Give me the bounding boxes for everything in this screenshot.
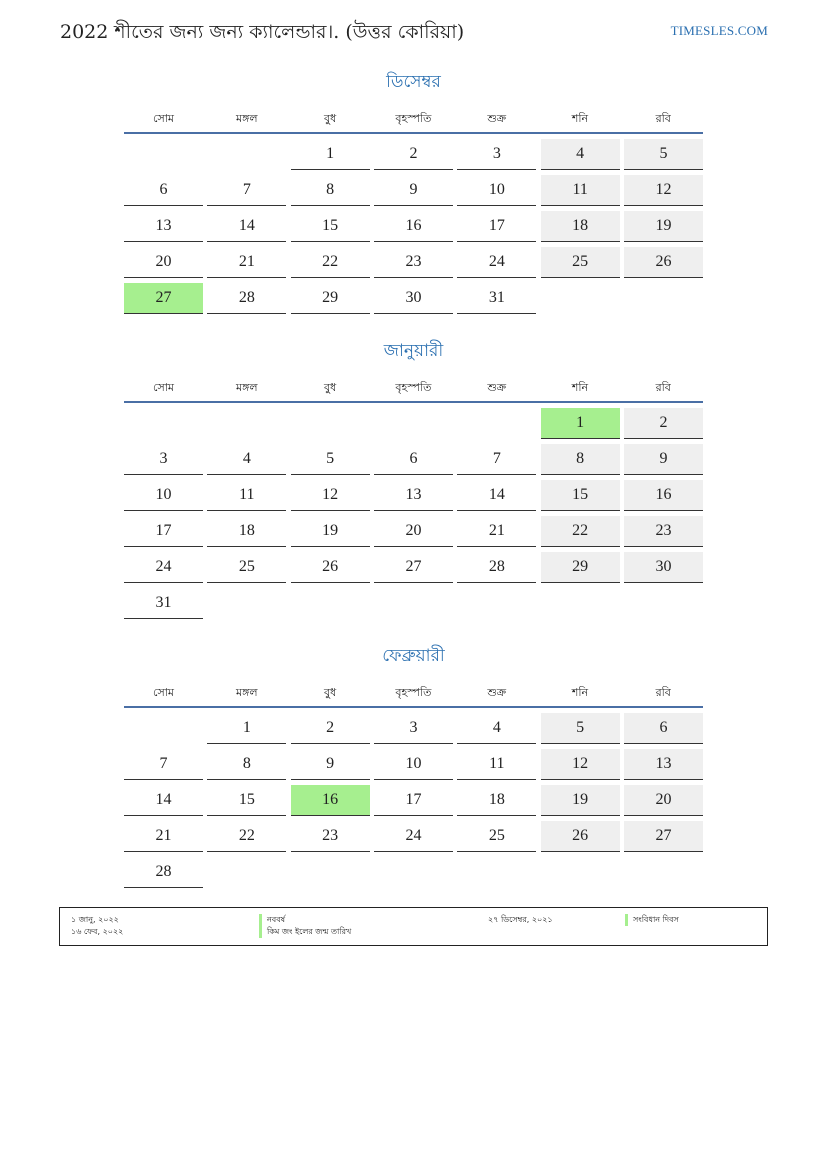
day-cell: 18: [541, 211, 620, 242]
day-cell: 12: [624, 175, 703, 206]
day-cell: 9: [374, 175, 453, 206]
day-cell: 16: [624, 480, 703, 511]
day-cell: 23: [374, 247, 453, 278]
legend-date: ১৬ ফেব, ২০২২: [71, 927, 124, 936]
month-title: ডিসেম্বর: [386, 72, 441, 92]
day-cell: 25: [541, 247, 620, 278]
weekday-label: বুধ: [323, 381, 337, 394]
weekday-header: [124, 110, 703, 132]
day-cell: 5: [541, 713, 620, 744]
day-cell: 4: [457, 713, 536, 744]
day-cell: 1: [207, 713, 286, 744]
day-cell: 3: [457, 139, 536, 170]
day-cell: 9: [624, 444, 703, 475]
day-cell: 1: [291, 139, 370, 170]
legend-holiday-name: সংবিধান দিবস: [625, 914, 679, 926]
header-divider: [124, 132, 703, 134]
site-link[interactable]: TIMESLES.COM: [670, 23, 768, 38]
day-cell: 25: [207, 552, 286, 583]
day-cell: 14: [124, 785, 203, 816]
weekday-label: শুক্র: [487, 686, 507, 699]
day-cell: 13: [624, 749, 703, 780]
empty-day-cell: [291, 408, 370, 438]
month-title: ফেব্রুয়ারী: [382, 646, 445, 666]
holiday-day-cell: 27: [124, 283, 203, 314]
day-cell: 20: [124, 247, 203, 278]
day-cell: 2: [374, 139, 453, 170]
header-divider: [124, 401, 703, 403]
day-cell: 28: [207, 283, 286, 314]
month-title: জানুয়ারী: [383, 341, 444, 361]
day-cell: 9: [291, 749, 370, 780]
weekday-label: শুক্র: [487, 112, 507, 125]
day-cell: 29: [291, 283, 370, 314]
day-cell: 22: [541, 516, 620, 547]
empty-day-cell: [207, 139, 286, 169]
day-cell: 28: [457, 552, 536, 583]
weekday-label: সোম: [152, 686, 175, 699]
day-cell: 3: [374, 713, 453, 744]
header-divider: [124, 706, 703, 708]
empty-day-cell: [207, 408, 286, 438]
legend-holiday-name: কিম জং ইলের জন্ম তারিখ: [259, 926, 351, 938]
day-cell: 22: [291, 247, 370, 278]
weekday-label: রবি: [655, 381, 671, 394]
month-january: [124, 339, 703, 619]
day-cell: 11: [541, 175, 620, 206]
day-cell: 23: [624, 516, 703, 547]
day-cell: 21: [124, 821, 203, 852]
month-february: [124, 644, 703, 888]
weekday-label: রবি: [655, 686, 671, 699]
legend-date: ১ জানু, ২০২২: [71, 915, 119, 924]
day-cell: 17: [457, 211, 536, 242]
day-cell: 21: [457, 516, 536, 547]
empty-day-cell: [457, 408, 536, 438]
weekday-label: শনি: [571, 381, 589, 394]
day-cell: 22: [207, 821, 286, 852]
day-cell: 30: [374, 283, 453, 314]
empty-day-cell: [374, 408, 453, 438]
day-cell: 31: [457, 283, 536, 314]
day-cell: 24: [457, 247, 536, 278]
day-cell: 11: [457, 749, 536, 780]
day-grid: [124, 408, 703, 619]
empty-day-cell: [124, 713, 203, 743]
day-cell: 19: [541, 785, 620, 816]
legend-holiday-name: নববর্ষ: [259, 914, 285, 926]
day-grid: [124, 713, 703, 888]
day-cell: 13: [124, 211, 203, 242]
day-cell: 7: [457, 444, 536, 475]
day-cell: 23: [291, 821, 370, 852]
day-cell: 2: [291, 713, 370, 744]
weekday-label: সোম: [152, 112, 175, 125]
empty-day-cell: [124, 139, 203, 169]
day-cell: 3: [124, 444, 203, 475]
day-cell: 16: [374, 211, 453, 242]
day-cell: 26: [541, 821, 620, 852]
day-cell: 30: [624, 552, 703, 583]
day-cell: 6: [374, 444, 453, 475]
holiday-day-cell: 1: [541, 408, 620, 439]
day-cell: 28: [124, 857, 203, 888]
weekday-label: শনি: [571, 686, 589, 699]
day-cell: 26: [624, 247, 703, 278]
holiday-legend: [59, 907, 768, 946]
weekday-label: শুক্র: [487, 381, 507, 394]
day-cell: 29: [541, 552, 620, 583]
day-cell: 17: [374, 785, 453, 816]
weekday-label: বুধ: [323, 112, 337, 125]
day-cell: 8: [291, 175, 370, 206]
day-cell: 14: [207, 211, 286, 242]
day-cell: 12: [291, 480, 370, 511]
day-cell: 12: [541, 749, 620, 780]
day-cell: 13: [374, 480, 453, 511]
weekday-label: বৃহস্পতি: [395, 112, 432, 125]
day-cell: 4: [541, 139, 620, 170]
weekday-label: মঙ্গল: [235, 381, 258, 394]
day-grid: [124, 139, 703, 314]
day-cell: 4: [207, 444, 286, 475]
day-cell: 2: [624, 408, 703, 439]
day-cell: 18: [207, 516, 286, 547]
page-title: 2022 শীতের জন্য জন্য ক্যালেন্ডার।. (উত্তর কোরিয়া): [60, 21, 465, 43]
day-cell: 15: [541, 480, 620, 511]
day-cell: 5: [291, 444, 370, 475]
day-cell: 14: [457, 480, 536, 511]
weekday-label: রবি: [655, 112, 671, 125]
day-cell: 5: [624, 139, 703, 170]
weekday-label: মঙ্গল: [235, 686, 258, 699]
day-cell: 19: [291, 516, 370, 547]
day-cell: 10: [374, 749, 453, 780]
legend-date: ২৭ ডিসেম্বর, ২০২১: [488, 915, 553, 924]
day-cell: 24: [124, 552, 203, 583]
holiday-day-cell: 16: [291, 785, 370, 816]
day-cell: 8: [541, 444, 620, 475]
day-cell: 6: [624, 713, 703, 744]
empty-day-cell: [124, 408, 203, 438]
day-cell: 10: [124, 480, 203, 511]
day-cell: 24: [374, 821, 453, 852]
day-cell: 21: [207, 247, 286, 278]
weekday-label: সোম: [152, 381, 175, 394]
weekday-label: বুধ: [323, 686, 337, 699]
day-cell: 10: [457, 175, 536, 206]
day-cell: 19: [624, 211, 703, 242]
weekday-label: বৃহস্পতি: [395, 381, 432, 394]
day-cell: 31: [124, 588, 203, 619]
day-cell: 6: [124, 175, 203, 206]
weekday-header: [124, 379, 703, 401]
day-cell: 11: [207, 480, 286, 511]
weekday-header: [124, 684, 703, 706]
weekday-label: বৃহস্পতি: [395, 686, 432, 699]
day-cell: 15: [207, 785, 286, 816]
day-cell: 25: [457, 821, 536, 852]
month-december: [124, 70, 703, 314]
day-cell: 7: [207, 175, 286, 206]
weekday-label: মঙ্গল: [235, 112, 258, 125]
weekday-label: শনি: [571, 112, 589, 125]
day-cell: 27: [374, 552, 453, 583]
day-cell: 18: [457, 785, 536, 816]
day-cell: 26: [291, 552, 370, 583]
day-cell: 20: [624, 785, 703, 816]
day-cell: 20: [374, 516, 453, 547]
day-cell: 15: [291, 211, 370, 242]
day-cell: 17: [124, 516, 203, 547]
day-cell: 7: [124, 749, 203, 780]
day-cell: 8: [207, 749, 286, 780]
day-cell: 27: [624, 821, 703, 852]
